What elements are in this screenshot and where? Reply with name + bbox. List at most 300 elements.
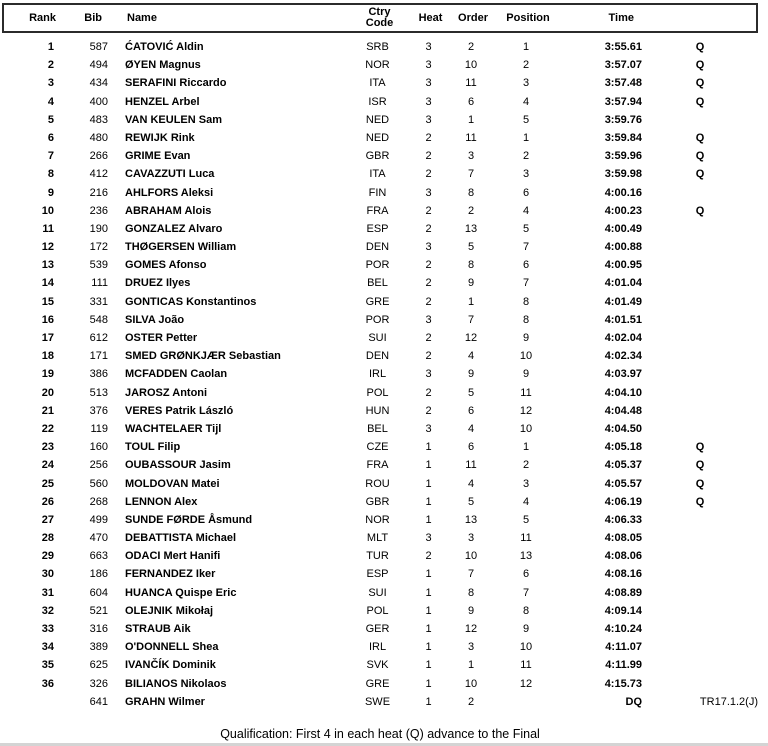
order-cell: 1 (467, 659, 475, 672)
rank-cell: 30 (41, 568, 54, 581)
table-row (2, 147, 758, 165)
athlete-name: GONZALEZ Alvaro (125, 222, 223, 235)
order-cell: 1 (467, 113, 475, 126)
position-cell: 5 (522, 222, 530, 235)
position-cell: 12 (519, 677, 533, 690)
rank-cell: 17 (41, 332, 54, 344)
qualified-mark: Q (695, 495, 705, 508)
athlete-name: AHLFORS Aleksi (125, 186, 214, 199)
table-row (2, 274, 758, 292)
order-cell: 2 (467, 695, 475, 708)
heat-cell: 3 (425, 59, 432, 72)
position-cell: 6 (522, 259, 530, 272)
position-cell: 8 (522, 295, 530, 308)
athlete-name: FERNANDEZ Iker (125, 568, 216, 581)
rank-cell: 3 (47, 77, 54, 90)
time-cell: 4:00.88 (604, 241, 642, 254)
athlete-name: SERAFINI Riccardo (125, 77, 227, 90)
time-cell: 4:01.49 (604, 295, 642, 308)
time-cell: 4:08.16 (604, 568, 642, 581)
position-cell: 6 (522, 568, 530, 581)
athlete-name: BILIANOS Nikolaos (125, 677, 227, 690)
table-row (2, 693, 758, 711)
time-cell: 4:05.57 (604, 477, 642, 490)
order-cell: 10 (464, 59, 478, 72)
position-cell: 4 (522, 204, 530, 217)
table-row (2, 584, 758, 602)
order-cell: 11 (465, 459, 477, 472)
country-code: GBR (365, 150, 390, 163)
rank-cell: 26 (41, 495, 54, 508)
athlete-name: OUBASSOUR Jasim (125, 459, 231, 472)
position-cell: 11 (520, 532, 532, 545)
country-code: ITA (369, 168, 386, 181)
country-code: GRE (365, 295, 390, 308)
position-cell: 3 (522, 168, 530, 181)
rank-cell: 19 (41, 368, 54, 381)
rank-cell: 34 (41, 641, 54, 654)
bib-cell: 111 (91, 277, 108, 290)
order-cell: 11 (465, 131, 477, 144)
table-row (2, 111, 758, 129)
position-cell: 1 (522, 441, 530, 454)
bib-cell: 587 (89, 41, 108, 53)
order-cell: 10 (464, 550, 478, 563)
heat-cell: 3 (425, 95, 432, 108)
time-cell: 4:08.05 (604, 532, 642, 545)
position-cell: 8 (522, 604, 530, 617)
order-cell: 4 (467, 477, 475, 490)
order-cell: 5 (467, 241, 475, 254)
time-cell: 4:00.16 (604, 186, 642, 199)
bib-cell: 186 (89, 568, 108, 581)
time-cell: 4:00.49 (604, 222, 642, 235)
time-cell: 4:04.10 (604, 386, 642, 399)
country-code: GBR (365, 495, 390, 508)
athlete-name: VERES Patrik László (125, 404, 234, 417)
table-row (2, 438, 758, 456)
rank-cell: 2 (47, 59, 54, 72)
athlete-name: DEBATTISTA Michael (125, 532, 237, 545)
table-row (2, 456, 758, 474)
qualified-mark: Q (695, 204, 705, 217)
athlete-name: MOLDOVAN Matei (125, 477, 220, 490)
bib-cell: 331 (89, 295, 108, 308)
results-table (2, 38, 758, 711)
bib-cell: 513 (89, 386, 108, 399)
country-code: SRB (366, 41, 389, 53)
athlete-name: SUNDE FØRDE Åsmund (125, 513, 253, 526)
order-cell: 7 (467, 568, 475, 581)
heat-cell: 1 (425, 641, 432, 654)
athlete-name: GONTICAS Konstantinos (125, 295, 257, 308)
order-cell: 5 (467, 495, 475, 508)
heat-cell: 2 (425, 131, 432, 144)
order-cell: 4 (467, 350, 475, 363)
rank-cell: 4 (47, 95, 54, 108)
header-ctry-line1: Ctry (368, 6, 391, 18)
country-code: NOR (365, 59, 390, 72)
table-row (2, 329, 758, 347)
table-row (2, 165, 758, 183)
bib-cell: 483 (89, 113, 108, 126)
rank-cell: 12 (41, 241, 54, 254)
athlete-name: HUANCA Quispe Eric (125, 586, 237, 599)
order-cell: 3 (467, 532, 475, 545)
time-cell: 4:01.04 (604, 277, 642, 290)
header-name: Name (127, 12, 157, 24)
country-code: GER (365, 623, 390, 635)
position-cell: 9 (522, 368, 530, 381)
athlete-name: GRIME Evan (125, 150, 191, 163)
time-cell: 4:06.33 (604, 513, 642, 526)
order-cell: 8 (467, 259, 475, 272)
qualified-mark: Q (695, 77, 705, 90)
country-code: BEL (367, 422, 388, 435)
time-cell: 4:08.89 (604, 586, 642, 599)
heat-cell: 3 (425, 532, 432, 545)
order-cell: 6 (467, 441, 475, 454)
position-cell: 10 (519, 350, 533, 363)
table-header (2, 3, 758, 33)
rank-cell: 32 (41, 604, 54, 617)
athlete-name: SMED GRØNKJÆR Sebastian (125, 350, 281, 363)
heat-cell: 1 (425, 623, 432, 635)
country-code: SUI (368, 586, 387, 599)
athlete-name: THØGERSEN William (125, 241, 237, 254)
country-code: BEL (367, 277, 388, 290)
heat-cell: 1 (425, 659, 432, 672)
heat-cell: 3 (425, 186, 432, 199)
position-cell: 13 (519, 550, 533, 563)
time-cell: 4:02.04 (604, 332, 642, 344)
bib-cell: 539 (89, 259, 108, 272)
order-cell: 11 (465, 77, 477, 90)
heat-cell: 1 (425, 677, 432, 690)
time-cell: 4:09.14 (604, 604, 642, 617)
position-cell: 8 (522, 313, 530, 326)
table-row (2, 202, 758, 220)
position-cell: 10 (519, 422, 533, 435)
table-row (2, 293, 758, 311)
remark-cell: TR17.1.2(J) (699, 695, 758, 708)
qualified-mark: Q (695, 168, 705, 181)
country-code: POL (366, 386, 389, 399)
position-cell: 4 (522, 495, 530, 508)
table-row (2, 493, 758, 511)
time-cell: 3:59.76 (604, 113, 642, 126)
bib-cell: 160 (89, 441, 108, 454)
rank-cell: 11 (42, 222, 54, 235)
position-cell: 1 (522, 131, 530, 144)
athlete-name: REWIJK Rink (125, 131, 195, 144)
time-cell: 4:11.99 (605, 659, 642, 672)
order-cell: 2 (467, 41, 475, 53)
athlete-name: GRAHN Wilmer (125, 695, 205, 708)
position-cell: 3 (522, 477, 530, 490)
rank-cell: 15 (41, 295, 54, 308)
country-code: TUR (366, 550, 389, 563)
qualified-mark: Q (695, 95, 705, 108)
order-cell: 3 (467, 641, 475, 654)
position-cell: 7 (522, 241, 530, 254)
table-row (2, 402, 758, 420)
athlete-name: MCFADDEN Caolan (125, 368, 228, 381)
bib-cell: 190 (89, 222, 108, 235)
qualification-note: Qualification: First 4 in each heat (Q) advance to the Final (220, 726, 540, 741)
rank-cell: 22 (41, 422, 54, 435)
country-code: ITA (369, 77, 386, 90)
table-row (2, 638, 758, 656)
time-cell: 4:01.51 (604, 313, 642, 326)
position-cell: 10 (519, 641, 533, 654)
table-row (2, 256, 758, 274)
athlete-name: WACHTELAER Tijl (125, 422, 222, 435)
rank-cell: 5 (47, 113, 54, 126)
bib-cell: 256 (89, 459, 108, 472)
position-cell: 2 (522, 459, 530, 472)
country-code: SVK (366, 659, 389, 672)
position-cell: 9 (522, 332, 530, 344)
athlete-name: TOUL Filip (125, 441, 181, 454)
bib-cell: 412 (89, 168, 108, 181)
header-ctry-code (352, 7, 407, 29)
results-page (2, 0, 758, 741)
order-cell: 12 (464, 623, 478, 635)
heat-cell: 3 (425, 113, 432, 126)
position-cell: 2 (522, 59, 530, 72)
order-cell: 6 (467, 95, 475, 108)
time-cell: DQ (625, 695, 642, 708)
order-cell: 13 (464, 513, 478, 526)
time-cell: 4:00.23 (604, 204, 642, 217)
bib-cell: 625 (89, 659, 108, 672)
position-cell: 5 (522, 113, 530, 126)
rank-cell: 10 (41, 204, 54, 217)
time-cell: 3:55.61 (604, 41, 642, 53)
qualified-mark: Q (695, 131, 705, 144)
rank-cell: 9 (47, 186, 54, 199)
rank-cell: 21 (41, 404, 54, 417)
heat-cell: 2 (425, 168, 432, 181)
header-order: Order (458, 12, 488, 24)
heat-cell: 3 (425, 313, 432, 326)
table-row (2, 384, 758, 402)
athlete-name: STRAUB Aik (125, 623, 191, 635)
country-code: ESP (366, 222, 389, 235)
table-row (2, 184, 758, 202)
bib-cell: 663 (89, 550, 108, 563)
position-cell: 7 (522, 586, 530, 599)
bib-cell: 376 (89, 404, 108, 417)
position-cell: 11 (520, 386, 532, 399)
bib-cell: 434 (89, 77, 108, 90)
bib-cell: 326 (89, 677, 108, 690)
heat-cell: 2 (425, 150, 432, 163)
qualified-mark: Q (695, 441, 705, 454)
table-row (2, 220, 758, 238)
header-position: Position (506, 12, 550, 24)
rank-cell: 8 (47, 168, 54, 181)
time-cell: 3:57.94 (604, 95, 642, 108)
time-cell: 4:04.48 (604, 404, 642, 417)
qualified-mark: Q (695, 459, 705, 472)
bib-cell: 266 (89, 150, 108, 163)
qualified-mark: Q (695, 41, 705, 53)
heat-cell: 1 (425, 586, 432, 599)
country-code: ROU (365, 477, 390, 490)
heat-cell: 1 (425, 513, 432, 526)
heat-cell: 1 (425, 604, 432, 617)
table-row (2, 420, 758, 438)
order-cell: 9 (467, 604, 475, 617)
order-cell: 3 (467, 150, 475, 163)
position-cell: 1 (522, 41, 530, 53)
heat-cell: 1 (425, 441, 432, 454)
bib-cell: 499 (89, 513, 108, 526)
heat-cell: 2 (425, 550, 432, 563)
athlete-name: DRUEZ Ilyes (125, 277, 191, 290)
bib-cell: 604 (89, 586, 108, 599)
header-rank: Rank (29, 12, 56, 24)
athlete-name: ABRAHAM Alois (125, 204, 212, 217)
header-bib: Bib (84, 12, 102, 24)
rank-cell: 24 (41, 459, 54, 472)
athlete-name: VAN KEULEN Sam (125, 113, 222, 126)
country-code: DEN (365, 350, 390, 363)
athlete-name: CAVAZZUTI Luca (125, 168, 215, 181)
bib-cell: 236 (89, 204, 108, 217)
heat-cell: 1 (425, 477, 432, 490)
bib-cell: 400 (89, 95, 108, 108)
country-code: POL (366, 604, 389, 617)
bib-cell: 172 (89, 241, 108, 254)
time-cell: 4:02.34 (604, 350, 642, 363)
position-cell: 3 (522, 77, 530, 90)
table-row (2, 38, 758, 56)
position-cell: 11 (520, 659, 532, 672)
table-row (2, 547, 758, 565)
country-code: FRA (366, 459, 389, 472)
country-code: FRA (366, 204, 389, 217)
time-cell: 3:59.84 (604, 131, 642, 144)
country-code: NED (365, 113, 390, 126)
bib-cell: 521 (89, 604, 108, 617)
time-cell: 4:08.06 (604, 550, 642, 563)
country-code: SUI (368, 332, 387, 344)
rank-cell: 18 (41, 350, 54, 363)
order-cell: 8 (467, 586, 475, 599)
table-row (2, 347, 758, 365)
country-code: IRL (368, 641, 387, 654)
time-cell: 4:03.97 (604, 368, 642, 381)
time-cell: 3:59.98 (604, 168, 642, 181)
athlete-name: SILVA João (125, 313, 185, 326)
heat-cell: 2 (425, 222, 432, 235)
country-code: CZE (366, 441, 389, 454)
bib-cell: 560 (89, 477, 108, 490)
rank-cell: 14 (41, 277, 54, 290)
time-cell: 4:11.07 (605, 641, 642, 654)
order-cell: 9 (467, 277, 475, 290)
heat-cell: 3 (425, 422, 432, 435)
country-code: HUN (365, 404, 390, 417)
rank-cell: 25 (41, 477, 54, 490)
country-code: ISR (368, 95, 387, 108)
position-cell: 7 (522, 277, 530, 290)
athlete-name: ĆATOVIĆ Aldin (125, 41, 204, 53)
order-cell: 7 (467, 168, 475, 181)
heat-cell: 3 (425, 77, 432, 90)
bib-cell: 386 (89, 368, 108, 381)
order-cell: 13 (464, 222, 478, 235)
bib-cell: 480 (89, 131, 108, 144)
order-cell: 1 (467, 295, 475, 308)
rank-cell: 13 (41, 259, 54, 272)
order-cell: 6 (467, 404, 475, 417)
qualified-mark: Q (695, 150, 705, 163)
heat-cell: 3 (425, 41, 432, 53)
heat-cell: 2 (425, 295, 432, 308)
heat-cell: 2 (425, 404, 432, 417)
table-row (2, 602, 758, 620)
order-cell: 2 (467, 204, 475, 217)
time-cell: 3:57.07 (604, 59, 642, 72)
position-cell: 5 (522, 513, 530, 526)
table-row (2, 365, 758, 383)
country-code: POR (365, 259, 390, 272)
heat-cell: 2 (425, 386, 432, 399)
heat-cell: 3 (425, 368, 432, 381)
bib-cell: 641 (89, 695, 108, 708)
position-cell: 4 (522, 95, 530, 108)
rank-cell: 33 (41, 623, 54, 635)
order-cell: 9 (467, 368, 475, 381)
heat-cell: 1 (425, 459, 432, 472)
heat-cell: 2 (425, 332, 432, 344)
bib-cell: 268 (89, 495, 108, 508)
table-row (2, 565, 758, 583)
country-code: POR (365, 313, 390, 326)
rank-cell: 35 (41, 659, 54, 672)
rank-cell: 23 (41, 441, 54, 454)
order-cell: 7 (467, 313, 475, 326)
position-cell: 12 (519, 404, 533, 417)
country-code: IRL (368, 368, 387, 381)
bib-cell: 389 (89, 641, 108, 654)
time-cell: 4:10.24 (604, 623, 642, 635)
bib-cell: 470 (89, 532, 108, 545)
rank-cell: 16 (41, 313, 54, 326)
time-cell: 3:57.48 (604, 77, 642, 90)
bib-cell: 119 (90, 422, 108, 435)
table-row (2, 93, 758, 111)
qualified-mark: Q (695, 59, 705, 72)
rank-cell: 6 (47, 131, 54, 144)
position-cell: 2 (522, 150, 530, 163)
header-heat: Heat (418, 12, 443, 24)
bib-cell: 171 (89, 350, 108, 363)
header-ctry-line2: Code (365, 17, 394, 29)
bib-cell: 548 (89, 313, 108, 326)
rank-cell: 1 (47, 41, 54, 53)
heat-cell: 1 (425, 568, 432, 581)
order-cell: 10 (464, 677, 478, 690)
athlete-name: ODACI Mert Hanifi (125, 550, 221, 563)
time-cell: 4:05.18 (604, 441, 642, 454)
table-row (2, 311, 758, 329)
table-row (2, 511, 758, 529)
